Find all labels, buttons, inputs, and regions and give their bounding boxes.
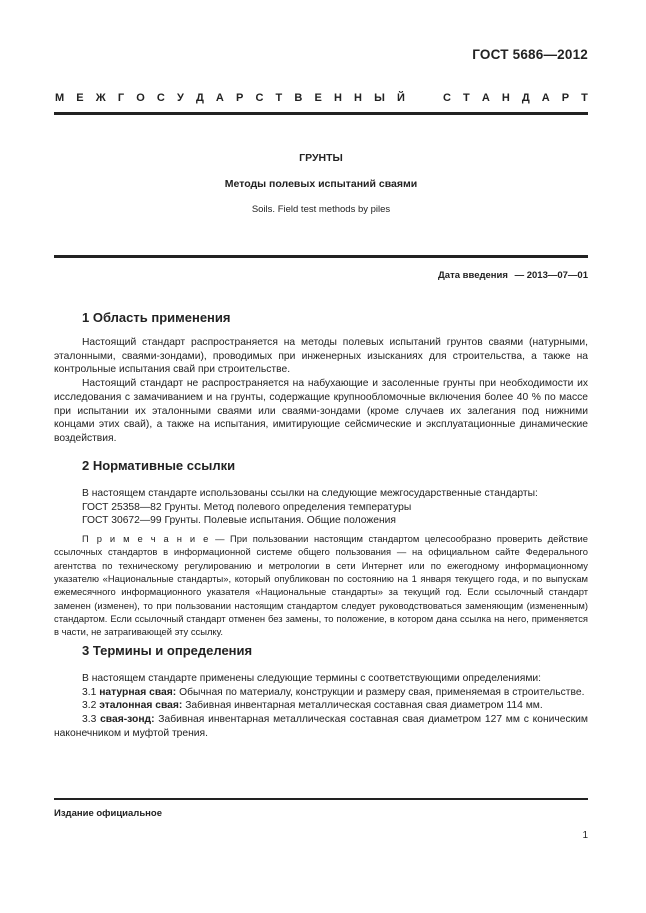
standard-letter: А <box>541 92 550 104</box>
section-3-heading: 3 Термины и определения <box>82 643 253 658</box>
term-3-1-term: натурная свая: <box>99 686 177 698</box>
standard-letter: Т <box>275 92 283 104</box>
official-edition-label: Издание официальное <box>54 808 162 819</box>
reference-2: ГОСТ 30672—99 Грунты. Полевые испытания. Общие положения <box>82 515 396 527</box>
page-number: 1 <box>582 830 588 841</box>
term-3-2-number: 3.2 <box>82 700 100 712</box>
term-3-3-number: 3.3 <box>82 714 101 726</box>
title-rule <box>54 255 588 258</box>
standard-letter: Ы <box>374 92 385 104</box>
standard-letter: Т <box>463 92 470 104</box>
term-3-3 <box>54 713 588 740</box>
introduction-date-value: — 2013—07—01 <box>514 270 588 281</box>
document-subtitle: Методы полевых испытаний сваями <box>224 178 418 190</box>
document-code: ГОСТ 5686—2012 <box>472 47 588 62</box>
section-3-body <box>54 672 588 741</box>
standard-letter: Н <box>354 92 362 104</box>
standard-letter: Е <box>76 92 84 104</box>
section-1-heading: 1 Область применения <box>82 310 231 325</box>
header-rule <box>54 112 588 115</box>
section-2-heading: 2 Нормативные ссылки <box>82 458 236 473</box>
footer-rule <box>54 798 588 800</box>
term-3-1 <box>54 686 588 700</box>
standard-word-interstate <box>55 92 405 104</box>
standard-letter: А <box>481 92 490 104</box>
section-2-note <box>54 532 588 638</box>
term-3-1-number: 3.1 <box>82 686 100 698</box>
reference-1: ГОСТ 25358—82 Грунты. Метод полевого определения температуры <box>82 501 412 513</box>
standard-letter: Р <box>561 92 570 104</box>
note-text: — При пользовании настоящим стандартом целесообразно проверить действие ссылочных стандартов в информационной системе общего пользования — на официальном сайте Федерального агентства по техническому регулированию и метрологии в сети Интернет или по ежегодному информационному указателю «Национальные стандарты», который опубликован по состоянию на 1 января текущего года, и по выпускам ежемесячного информационного указателя «Национальные стандарты» за текущий год. Если ссылочный стандарт заменен (изменен), то при пользовании настоящим стандартом следует руководствоваться заменяющим (измененным) стандартом. Если ссылочный стандарт отменен без замены, то положение, в котором дана ссылка на него, применяется в части, не затрагивающей эту ссылку. <box>54 533 588 638</box>
standard-letter: Н <box>501 92 510 104</box>
standard-word-standard <box>443 92 588 104</box>
standard-letter: С <box>156 92 165 104</box>
term-3-1-definition: Обычная по материалу, конструкции и размеру свая, применяемая в строительстве. <box>176 686 585 698</box>
standard-letter: Д <box>195 92 204 104</box>
standard-letter: С <box>255 92 264 104</box>
standard-letter: Н <box>333 92 342 104</box>
standard-letter: Й <box>397 92 405 104</box>
standard-letter: С <box>443 92 451 104</box>
standard-letter: Е <box>314 92 322 104</box>
standard-type-line <box>55 92 588 104</box>
note-label: П р и м е ч а н и е <box>82 533 210 545</box>
standard-letter: Т <box>581 92 588 104</box>
standard-letter: Д <box>521 92 530 104</box>
section-1-paragraph-1: Настоящий стандарт распространяется на методы полевых испытаний грунтов сваями (натурными, эталонными, сваями-зондами), проводимых при инженерных изысканиях для строительства, а также на контрольные испытания свай при строительстве. <box>54 337 588 376</box>
section-2-body <box>54 487 588 648</box>
term-3-3-term: свая-зонд: <box>100 714 155 726</box>
standard-letter: М <box>55 92 65 104</box>
document-title: ГРУНТЫ <box>299 152 343 164</box>
standard-letter: О <box>136 92 145 104</box>
standard-letter: У <box>176 92 184 104</box>
introduction-date <box>438 270 588 281</box>
section-3-paragraph-1: В настоящем стандарте применены следующие термины с соответствующими определениями: <box>82 673 542 684</box>
section-1-paragraph-2: Настоящий стандарт не распространяется на набухающие и засоленные грунты при необходимости их исследования с замачиванием и на грунты, содержащие крупнообломочные включения более 40 % по массе при испытании их эталонными сваями или сваями-зондами (кроме случаев их залегания под нижними концами этих свай), а также на испытания, имитирующие сейсмические и эксплуатационные динамические воздействия. <box>54 378 588 444</box>
standard-letter: Р <box>236 92 244 104</box>
term-3-2-definition: Забивная инвентарная металлическая составная свая диаметром 114 мм. <box>182 700 543 712</box>
standard-letter: Г <box>117 92 125 104</box>
section-1-body <box>54 336 588 446</box>
document-title-english: Soils. Field test methods by piles <box>251 204 391 215</box>
term-3-3-definition: Забивная инвентарная металлическая составная свая диаметром 127 мм с коническим наконечником и муфтой трения. <box>54 714 588 739</box>
introduction-date-label: Дата введения <box>438 270 508 281</box>
term-3-2 <box>54 699 588 713</box>
standard-letter: В <box>294 92 303 104</box>
term-3-2-term: эталонная свая: <box>99 700 183 712</box>
standard-letter: Ж <box>95 92 106 104</box>
standard-letter: А <box>215 92 224 104</box>
section-2-paragraph-1: В настоящем стандарте использованы ссылки на следующие межгосударственные стандарты: <box>82 488 538 499</box>
